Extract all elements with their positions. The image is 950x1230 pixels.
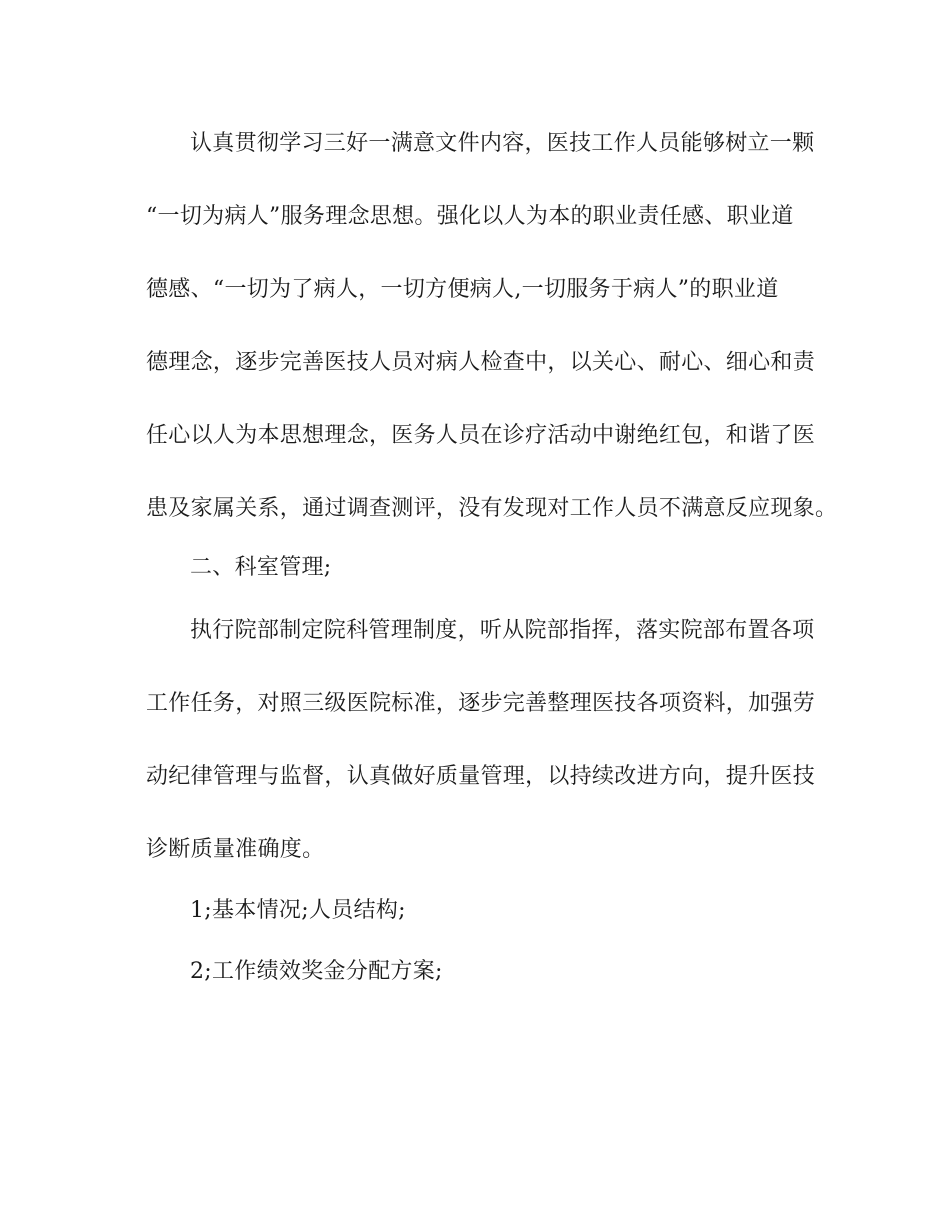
paragraph-2-line-2: 工作任务，对照三级医院标准，逐步完善整理医技各项资料，加强劳 [146, 691, 816, 716]
paragraph-1-line-3: 德感、“一切为了病人，一切方便病人,一切服务于病人”的职业道 [146, 277, 779, 302]
section-heading-department-management: 二、科室管理; [190, 555, 332, 580]
paragraph-2-line-4: 诊断质量准确度。 [146, 837, 325, 862]
paragraph-1-line-6: 患及家属关系，通过调查测评，没有发现对工作人员不满意反应现象。 [146, 496, 838, 521]
paragraph-1-line-5: 任心以人为本思想理念，医务人员在诊疗活动中谢绝红包，和谐了医 [146, 423, 816, 448]
list-item-1: 1;基本情况;人员结构; [190, 898, 406, 923]
paragraph-2-line-3: 动纪律管理与监督，认真做好质量管理，以持续改进方向，提升医技 [146, 764, 816, 789]
paragraph-1-line-4: 德理念，逐步完善医技人员对病人检查中，以关心、耐心、细心和责 [146, 350, 816, 375]
paragraph-1-line-1: 认真贯彻学习三好一满意文件内容，医技工作人员能够树立一颗 [190, 131, 815, 156]
list-item-2: 2;工作绩效奖金分配方案; [190, 959, 443, 984]
paragraph-1-line-2: “一切为病人”服务理念思想。强化以人为本的职业责任感、职业道 [146, 204, 794, 229]
paragraph-2-line-1: 执行院部制定院科管理制度，听从院部指挥，落实院部布置各项 [190, 618, 815, 643]
